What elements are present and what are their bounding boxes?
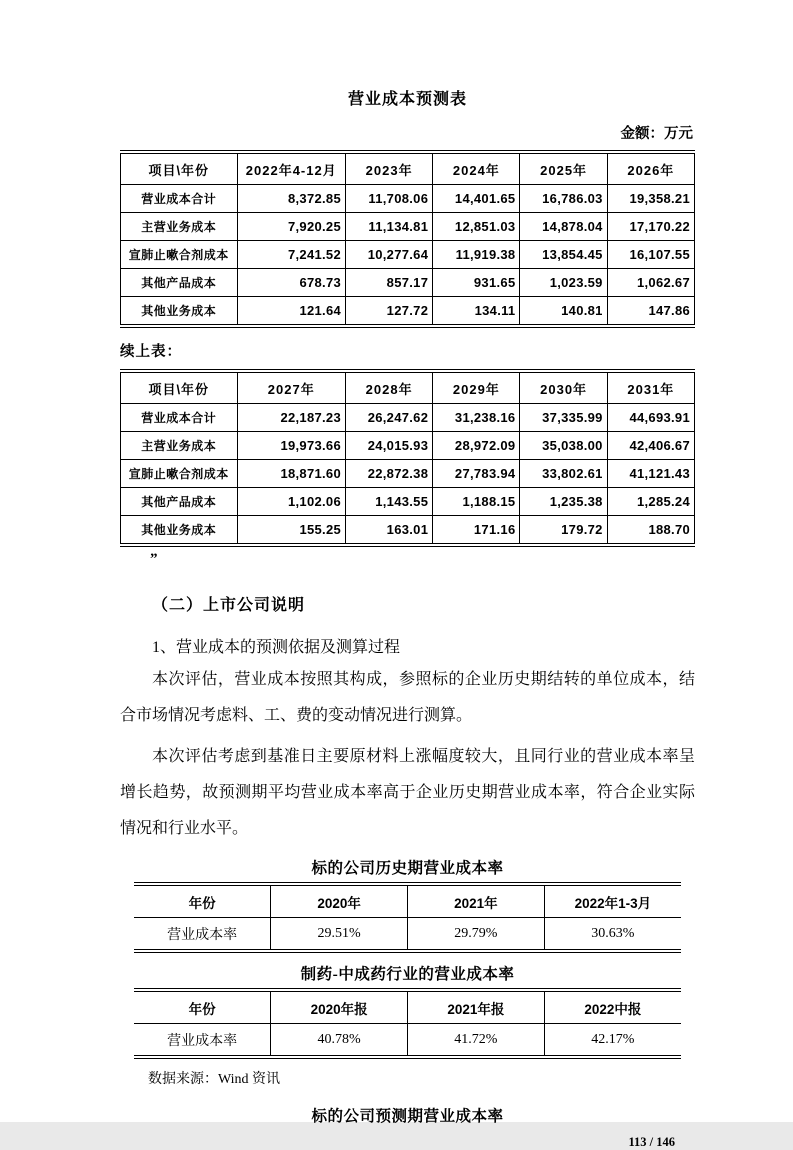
cell-value: 19,973.66 — [237, 432, 345, 460]
cell-value: 42,406.67 — [607, 432, 694, 460]
cell-value: 134.11 — [433, 297, 520, 327]
cell-value: 127.72 — [346, 297, 433, 327]
column-header: 项目\年份 — [121, 371, 238, 404]
cell-value: 12,851.03 — [433, 213, 520, 241]
historical-rate-table — [134, 882, 681, 953]
cell-value: 17,170.22 — [607, 213, 694, 241]
table-row — [121, 432, 695, 460]
cell-value: 41,121.43 — [607, 460, 694, 488]
cell-value: 121.64 — [237, 297, 345, 327]
table-row — [121, 297, 695, 327]
industry-rate-table — [134, 988, 681, 1059]
cell-value: 1,143.55 — [346, 488, 433, 516]
cell-value: 19,358.21 — [607, 185, 694, 213]
cell-value: 22,187.23 — [237, 404, 345, 432]
body-paragraph: 本次评估考虑到基准日主要原材料上涨幅度较大，且同行业的营业成本率呈增长趋势，故预测期平均营业成本率高于企业历史期营业成本率，符合企业实际情况和行业水平。 — [120, 748, 695, 837]
cell-value: 13,854.45 — [520, 241, 607, 269]
cell-value: 155.25 — [237, 516, 345, 546]
table-row — [121, 488, 695, 516]
cell-value: 1,285.24 — [607, 488, 694, 516]
cell-value: 27,783.94 — [433, 460, 520, 488]
cost-forecast-table-part1 — [120, 150, 695, 328]
cell-value: 179.72 — [520, 516, 607, 546]
row-label: 主营业务成本 — [121, 213, 238, 241]
column-header: 2023年 — [346, 152, 433, 185]
row-label: 营业成本率 — [167, 1033, 238, 1049]
cell-value: 26,247.62 — [346, 404, 433, 432]
row-label: 营业成本率 — [167, 927, 238, 943]
cell-value: 16,786.03 — [520, 185, 607, 213]
cell-value: 10,277.64 — [346, 241, 433, 269]
row-label: 主营业务成本 — [121, 432, 238, 460]
cell-value: 31,238.16 — [433, 404, 520, 432]
industry-rate-table-title: 制药-中成药行业的营业成本率 — [300, 966, 515, 983]
cell-value: 188.70 — [607, 516, 694, 546]
column-header: 2022中报 — [544, 990, 681, 1024]
table-row — [121, 269, 695, 297]
closing-quote-mark: ” — [150, 551, 158, 567]
forecast-rate-table-title: 标的公司预测期营业成本率 — [311, 1108, 504, 1125]
column-header: 2026年 — [607, 152, 694, 185]
row-label: 其他业务成本 — [121, 297, 238, 327]
column-header: 项目\年份 — [121, 152, 238, 185]
table-row — [134, 1024, 681, 1058]
cell-value: 42.17% — [544, 1024, 681, 1058]
table-header-row — [121, 371, 695, 404]
industry-rate-table-wrap — [134, 988, 681, 1059]
cell-value: 8,372.85 — [237, 185, 345, 213]
column-header: 年份 — [134, 990, 271, 1024]
column-header: 2021年报 — [408, 990, 545, 1024]
cell-value: 29.51% — [271, 918, 408, 952]
historical-rate-table-wrap — [134, 882, 681, 953]
table-row — [134, 918, 681, 952]
cell-value: 7,920.25 — [237, 213, 345, 241]
cell-value: 24,015.93 — [346, 432, 433, 460]
cell-value: 14,878.04 — [520, 213, 607, 241]
cell-value: 37,335.99 — [520, 404, 607, 432]
page-content — [120, 0, 695, 1150]
column-header: 2022年4-12月 — [237, 152, 345, 185]
cell-value: 147.86 — [607, 297, 694, 327]
column-header: 2031年 — [607, 371, 694, 404]
row-label: 宣肺止嗽合剂成本 — [121, 460, 238, 488]
table-header-row — [134, 990, 681, 1024]
cost-forecast-table-part2 — [120, 369, 695, 547]
row-label: 宣肺止嗽合剂成本 — [121, 241, 238, 269]
cell-value: 857.17 — [346, 269, 433, 297]
column-header: 2020年 — [271, 884, 408, 918]
subsection-heading: 1、营业成本的预测依据及测算过程 — [152, 639, 401, 656]
table-row — [121, 404, 695, 432]
cell-value: 11,134.81 — [346, 213, 433, 241]
cell-value: 30.63% — [544, 918, 681, 952]
row-label: 营业成本合计 — [121, 404, 238, 432]
column-header: 2020年报 — [271, 990, 408, 1024]
cell-value: 22,872.38 — [346, 460, 433, 488]
row-label: 其他产品成本 — [121, 488, 238, 516]
table-row — [121, 213, 695, 241]
cell-value: 28,972.09 — [433, 432, 520, 460]
column-header: 2024年 — [433, 152, 520, 185]
page-number: 113 / 146 — [628, 1135, 675, 1149]
body-paragraph: 本次评估，营业成本按照其构成，参照标的企业历史期结转的单位成本，结合市场情况考虑料、工、费的变动情况进行测算。 — [120, 671, 695, 724]
column-header: 2022年1-3月 — [544, 884, 681, 918]
section-heading: （二）上市公司说明 — [152, 597, 306, 614]
cell-value: 1,102.06 — [237, 488, 345, 516]
column-header: 2030年 — [520, 371, 607, 404]
table-row — [121, 241, 695, 269]
unit-note: 金额：万元 — [620, 126, 693, 142]
cell-value: 1,235.38 — [520, 488, 607, 516]
table-row — [121, 516, 695, 546]
cell-value: 35,038.00 — [520, 432, 607, 460]
cell-value: 40.78% — [271, 1024, 408, 1058]
table-header-row — [134, 884, 681, 918]
cell-value: 11,708.06 — [346, 185, 433, 213]
data-source-note: 数据来源：Wind 资讯 — [148, 1072, 281, 1087]
table-header-row — [121, 152, 695, 185]
cell-value: 163.01 — [346, 516, 433, 546]
continuation-label: 续上表： — [120, 344, 182, 360]
column-header: 2025年 — [520, 152, 607, 185]
cell-value: 171.16 — [433, 516, 520, 546]
cell-value: 11,919.38 — [433, 241, 520, 269]
cell-value: 33,802.61 — [520, 460, 607, 488]
column-header: 2027年 — [237, 371, 345, 404]
cell-value: 14,401.65 — [433, 185, 520, 213]
cell-value: 140.81 — [520, 297, 607, 327]
cell-value: 1,023.59 — [520, 269, 607, 297]
cell-value: 29.79% — [408, 918, 545, 952]
cell-value: 41.72% — [408, 1024, 545, 1058]
column-header: 年份 — [134, 884, 271, 918]
row-label: 其他业务成本 — [121, 516, 238, 546]
table-row — [121, 460, 695, 488]
page-title: 营业成本预测表 — [347, 91, 467, 108]
cell-value: 18,871.60 — [237, 460, 345, 488]
cell-value: 44,693.91 — [607, 404, 694, 432]
column-header: 2028年 — [346, 371, 433, 404]
row-label: 其他产品成本 — [121, 269, 238, 297]
cell-value: 7,241.52 — [237, 241, 345, 269]
cell-value: 16,107.55 — [607, 241, 694, 269]
cell-value: 931.65 — [433, 269, 520, 297]
column-header: 2021年 — [408, 884, 545, 918]
row-label: 营业成本合计 — [121, 185, 238, 213]
column-header: 2029年 — [433, 371, 520, 404]
historical-rate-table-title: 标的公司历史期营业成本率 — [311, 860, 504, 877]
cell-value: 1,188.15 — [433, 488, 520, 516]
table-row — [121, 185, 695, 213]
cell-value: 678.73 — [237, 269, 345, 297]
cell-value: 1,062.67 — [607, 269, 694, 297]
